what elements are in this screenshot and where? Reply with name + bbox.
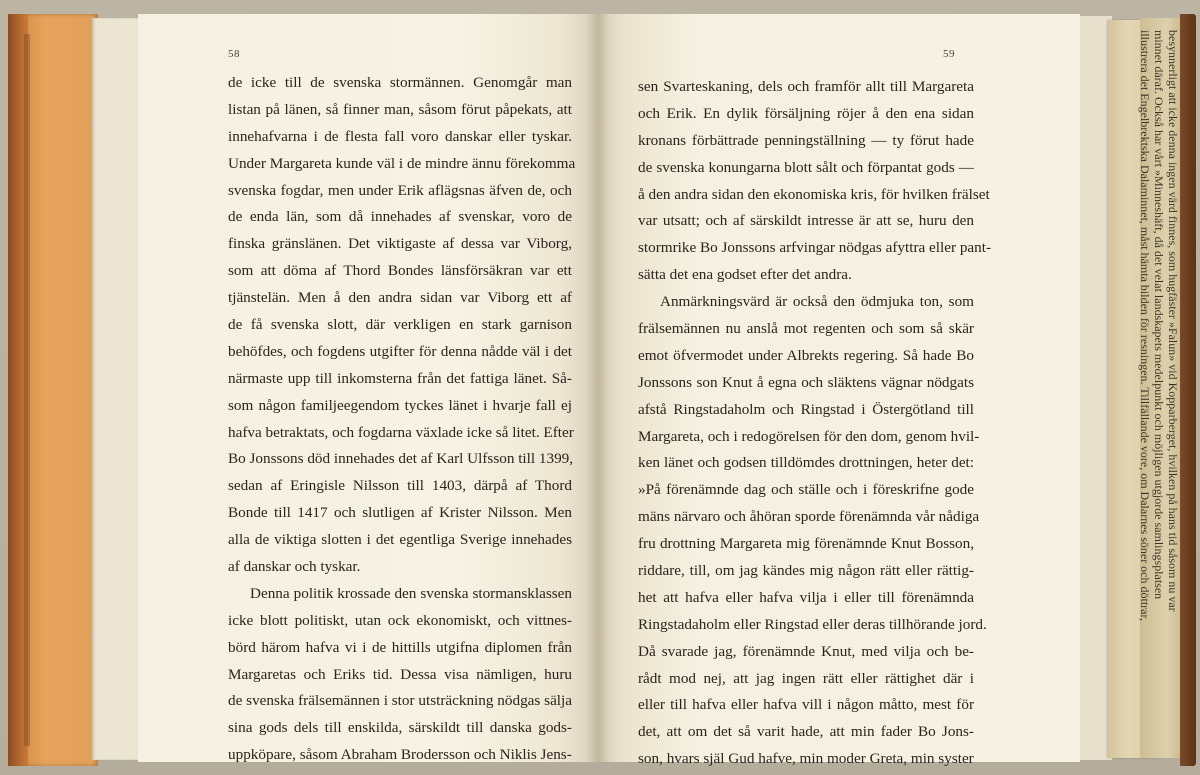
text-line: de icke till de svenska stormännen. Genomgår man bbox=[228, 74, 572, 91]
left-book-cover bbox=[8, 14, 98, 766]
left-page-number: 58 bbox=[228, 48, 240, 60]
text-line: rådt mod nej, att jag ingen rätt eller rättighet där i bbox=[638, 669, 974, 687]
text-line: uppköpare, såsom Abraham Brodersson och Niklis Jens- bbox=[228, 746, 572, 764]
text-line: icke blott politiskt, utan ock ekonomiskt, och vittnes- bbox=[228, 611, 572, 629]
text-line: stormrike Bo Jonssons arfvingar nödgas afyttra eller pant- bbox=[638, 239, 992, 257]
text-line: Denna politik krossade den svenska stormansklassen bbox=[250, 584, 572, 602]
text-line: behöfdes, och fogdens utgifter för denna nådde väl i det bbox=[228, 342, 572, 360]
insert-line: besynnerligt att icke denna ingen värd finnes, som hugfäster »Falun» vid Kopparberget, hvilken på hans tid såsom nu var bbox=[1166, 30, 1180, 612]
right-book-cover bbox=[1180, 14, 1196, 766]
text-line: och Erik. En dylik försäljning röjer å den ena sidan bbox=[638, 104, 974, 122]
left-page-text bbox=[228, 70, 576, 769]
text-line: Då svarade jag, förenämnde Knut, med vilja och be- bbox=[638, 642, 974, 660]
text-line: Bonde till 1417 och slutligen af Krister Nilsson. Men bbox=[228, 504, 572, 522]
text-line: fru drottning Margareta mig förenämnde Knut Bosson, bbox=[638, 535, 974, 553]
text-line: afstå Ringstadaholm och Ringstad i Östergötland till bbox=[638, 400, 974, 418]
inserted-leaf-column bbox=[1138, 30, 1180, 730]
text-line: frälsemännen nu anslå mot regenten och som så skär bbox=[638, 320, 974, 338]
text-line: eller till hafva eller hafva vill i någon måtto, mest för bbox=[638, 696, 974, 714]
text-line: listan på länen, så finner man, såsom förut påpekats, att bbox=[228, 100, 572, 118]
text-line: af danskar och tyskar. bbox=[228, 558, 361, 576]
left-page bbox=[138, 14, 598, 762]
insert-line: illustrera det Engelbrektska Dalaminnet, måst hämta bilden för resningen. Tillfällande vore, om Dalarnes söner och döttrar, bbox=[1138, 30, 1152, 622]
text-line: sedan af Eringisle Nilsson till 1403, därpå af Thord bbox=[228, 477, 572, 495]
text-line: finska gränslänen. Det viktigaste af dessa var Viborg, bbox=[228, 235, 572, 253]
text-line: var utsatt; och af särskildt intresse är att se, huru den bbox=[638, 212, 974, 230]
text-line: mäns närvaro och åhöran sporde förenämnda vår nådiga bbox=[638, 508, 980, 526]
text-line: alla de viktiga slotten i det egentliga Sverige innehades bbox=[228, 531, 572, 549]
text-line: sina gods dels till enskilda, särskildt till danska gods- bbox=[228, 719, 572, 737]
text-line: Bo Jonssons död innehades det af Karl Ulfsson till 1399, bbox=[228, 450, 574, 468]
text-line: tjänstelän. Men å den andra sidan var Viborg ett af bbox=[228, 289, 572, 307]
text-line: ken länet och godsen tilldömdes drottningen, heter det: bbox=[638, 454, 974, 472]
text-line: sätta det ena godset efter det andra. bbox=[638, 266, 852, 284]
right-page-text bbox=[638, 74, 992, 773]
text-line: de svenska konungarna blott sålt och förpantat gods — bbox=[638, 158, 974, 176]
text-line: emot öfvermodet under Albrekts regering. Så hade Bo bbox=[638, 346, 974, 364]
text-line: som någon familjeegendom tyckes länet i hvarje fall ej bbox=[228, 396, 572, 414]
text-line: hafva betraktats, och fogdarna växlade icke så litet. Efter bbox=[228, 423, 574, 441]
text-line: det, att om det så varit hade, att min fader Bo Jons- bbox=[638, 723, 974, 741]
text-line: Anmärkningsvärd är också den ödmjuka ton, som bbox=[660, 293, 974, 311]
right-page bbox=[598, 14, 1080, 768]
text-line: närmaste upp till inkomsterna från det fattiga länet. Så- bbox=[228, 369, 572, 387]
text-line: innehafvarna i de flesta fall voro danskar eller tyskar. bbox=[228, 127, 572, 145]
cover-spine-shadow bbox=[24, 34, 30, 746]
insert-line: minnet däraf. Också har vårt »Minneshäft, då det velat landskapets medelpunkt och möjligen utgjorde samlingsplatsen bbox=[1152, 30, 1166, 600]
text-line: Under Margareta kunde väl i de mindre ännu förekomma bbox=[228, 154, 576, 172]
text-line: Margaretas och Eriks tid. Dessa visa nämligen, huru bbox=[228, 665, 572, 683]
text-line: de svenska frälsemännen i stor utsträckning nödgas sälja bbox=[228, 692, 572, 710]
text-line: Jonssons son Knut å egna och släktens vägnar nödgats bbox=[638, 373, 974, 391]
text-line: svenska fogdar, men under Erik aflägsnas äfven de, och bbox=[228, 181, 572, 199]
text-line: sen Svarteskaning, dels och framför allt till Margareta bbox=[638, 78, 974, 95]
text-line: riddare, till, om jag kändes mig någon rätt eller rättig- bbox=[638, 562, 974, 580]
book-gutter bbox=[586, 14, 610, 762]
text-line: Ringstadaholm eller Ringstad eller deras tillhörande jord. bbox=[638, 615, 987, 633]
text-line: de få svenska slott, där verkligen en stark garnison bbox=[228, 316, 572, 334]
text-line: som att döma af Thord Bondes länsförsäkran var ett bbox=[228, 262, 572, 280]
text-line: son, hvars själ Gud hafve, min moder Greta, min syster bbox=[638, 750, 974, 768]
text-line: börd härom hafva vi i de hittills utgifna diplomen från bbox=[228, 638, 572, 656]
text-line: het att hafva eller hafva vilja i eller till förenämnda bbox=[638, 588, 974, 606]
left-page-stack bbox=[92, 18, 138, 760]
text-line: kronans förbättrade penningställning — ty förut hade bbox=[638, 131, 974, 149]
text-line: Margareta, och i redogörelsen för den dom, genom hvil- bbox=[638, 427, 980, 445]
text-line: å den andra sidan den ekonomiska kris, för hvilken frälset bbox=[638, 185, 990, 203]
text-line: de enda län, som då innehades af svenskar, voro de bbox=[228, 208, 572, 226]
right-page-number: 59 bbox=[943, 48, 955, 60]
text-line: »På förenämnde dag och ställe och i föreskrifne gode bbox=[638, 481, 974, 499]
inserted-leaf-text bbox=[1118, 30, 1180, 730]
